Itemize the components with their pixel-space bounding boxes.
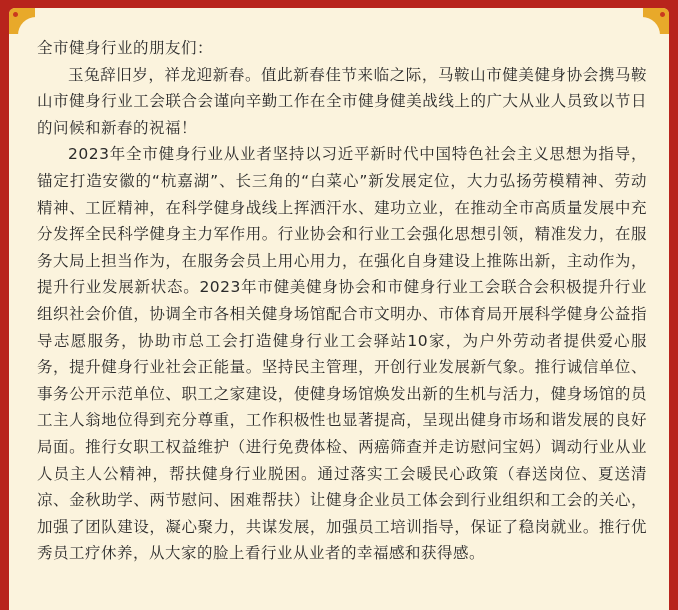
letter-card: [9, 8, 669, 610]
paragraph-review-2023: 2023年全市健身行业从业者坚持以习近平新时代中国特色社会主义思想为指导，锚定打造安徽的“杭嘉湖”、长三角的“白菜心”新发展定位，大力弘扬劳模精神、劳动精神、工匠精神，在科学健身战线上挥洒汗水、建功立业，在推动全市高质量发展中充分发挥全民科学健身主力军作用。行业协会和行业工会强化思想引领，精准发力，在服务大局上担当作为，在服务会员上用心用力，在强化自身建设上推陈出新，主动作为，提升行业发展新状态。2023年市健美健身协会和市健身行业工会联合会积极提升行业组织社会价值，协调全市各相关健身场馆配合市文明办、市体育局开展科学健身公益指导志愿服务，协助市总工会打造健身行业工会驿站10家，为户外劳动者提供爱心服务，提升健身行业社会正能量。坚持民主管理，开创行业发展新气象。推行诚信单位、事务公开示范单位、职工之家建设，使健身场馆焕发出新的生机与活力，健身场馆的员工主人翁地位得到充分尊重，工作积极性也显著提高，呈现出健身市场和谐发展的良好局面。推行女职工权益维护（进行免费体检、两癌筛查并走访慰问宝妈）调动行业从业人员主人公精神，帮扶健身行业脱困。通过落实工会暖民心政策（春送岗位、夏送清凉、金秋助学、两节慰问、困难帮扶）让健身企业员工体会到行业组织和工会的关心，加强了团队建设，凝心聚力，共谋发展，加强员工培训指导，保证了稳岗就业。推行优秀员工疗休养，从大家的脸上看行业从业者的幸福感和获得感。: [37, 145, 647, 563]
corner-ornament-right-icon: [643, 8, 669, 34]
salutation: 全市健身行业的朋友们：: [37, 39, 214, 57]
paragraph-greeting: 玉兔辞旧岁，祥龙迎新春。值此新春佳节来临之际，马鞍山市健美健身协会携马鞍山市健身行业工会联合会谨向辛勤工作在全市健身健美战线上的广大从业人员致以节日的问候和新春的祝福！: [37, 65, 647, 137]
corner-ornament-left-icon: [9, 8, 35, 34]
letter-body: [37, 35, 647, 567]
